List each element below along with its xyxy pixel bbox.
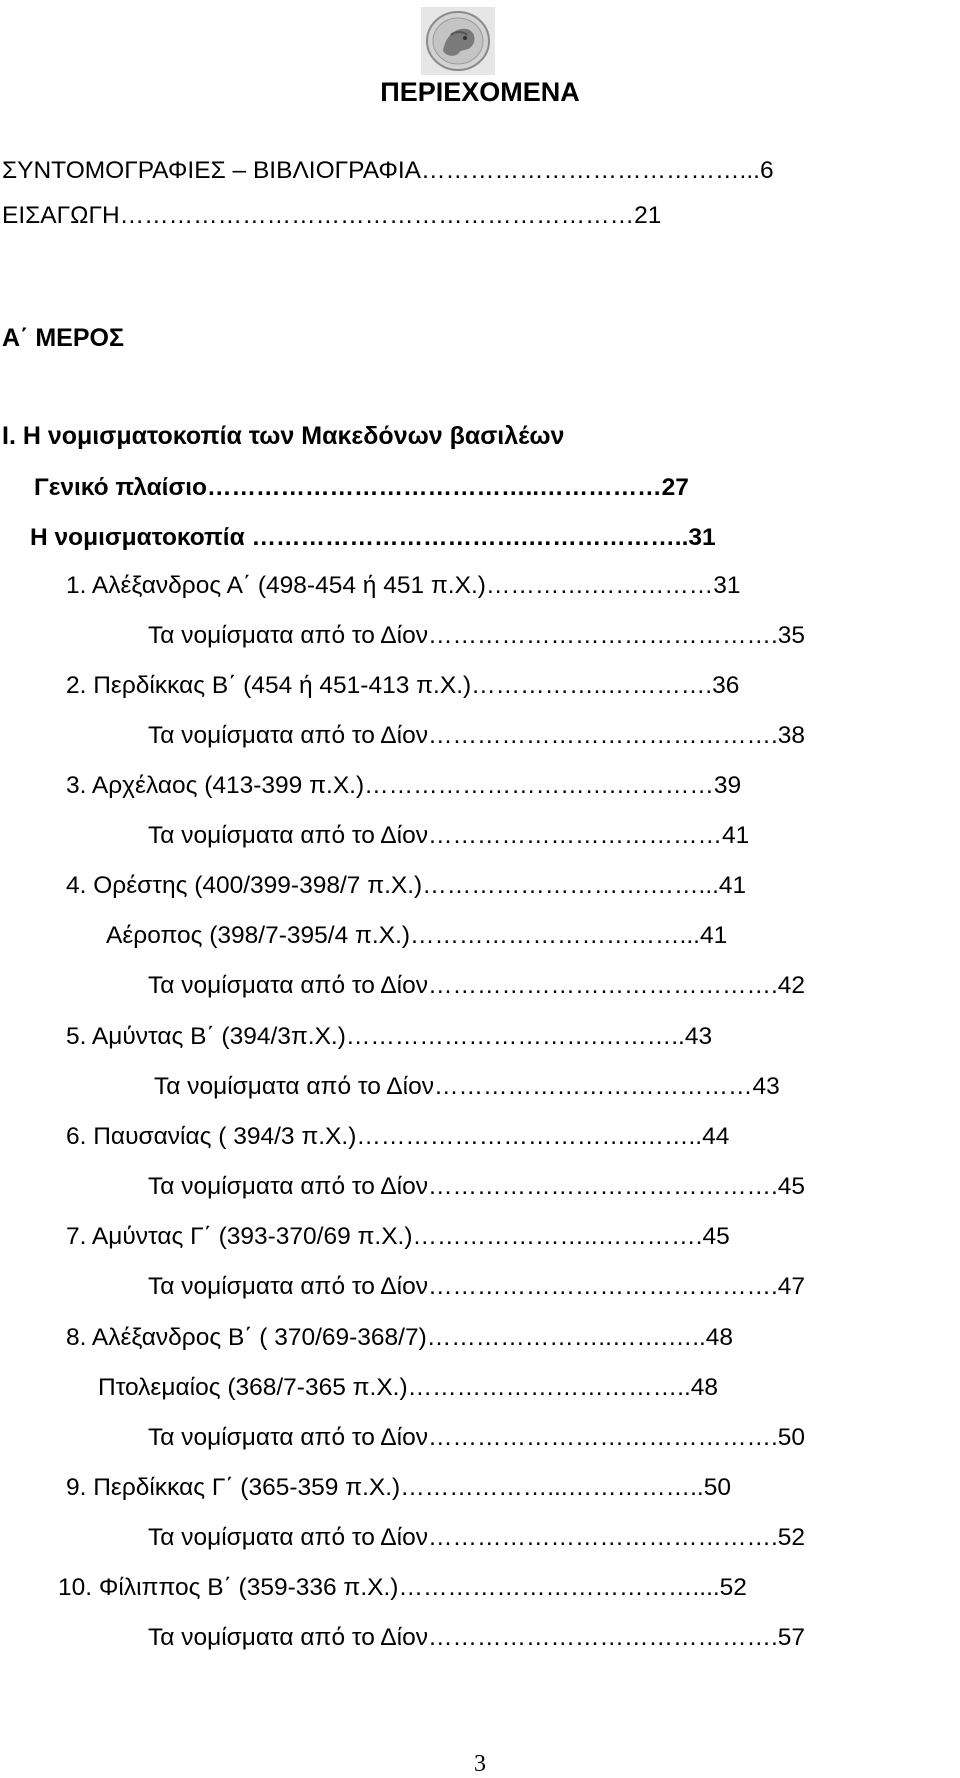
toc-entry: Τα νομίσματα από το Δίον…………………………………….57 xyxy=(148,1624,806,1651)
toc-entry: Τα νομίσματα από το Δίον…………………………………….50 xyxy=(148,1424,806,1451)
section-heading: Α΄ ΜΕΡΟΣ xyxy=(2,324,124,352)
toc-entry: 3. Αρχέλαος (413-399 π.Χ.)………………………….…………39 xyxy=(66,772,742,799)
toc-entry: 1. Αλέξανδρος Α΄ (498-454 ή 451 π.Χ.)………….……………31 xyxy=(66,572,741,599)
toc-entry: 10. Φίλιππος Β΄ (359-336 π.Χ.)………………………………....52 xyxy=(58,1574,747,1601)
toc-entry: Πτολεμαίος (368/7-365 π.Χ.)……………………………..48 xyxy=(98,1374,719,1401)
toc-entry: Τα νομίσματα από το Δίον………………………………41 xyxy=(148,822,750,849)
toc-entry: Τα νομίσματα από το Δίον…………………………………….38 xyxy=(148,722,806,749)
coin-logo xyxy=(421,7,495,75)
toc-entry: 6. Παυσανίας ( 394/3 π.Χ.)……………………………..……..44 xyxy=(66,1123,730,1150)
coin-icon xyxy=(421,7,495,75)
toc-entry: 2. Περδίκκας Β΄ (454 ή 451-413 π.Χ.)……………..………….36 xyxy=(66,672,740,699)
toc-entry: 7. Αμύντας Γ΄ (393-370/69 π.Χ.)…………………..………….45 xyxy=(66,1223,730,1250)
toc-entry: Τα νομίσματα από το Δίον…………………………………43 xyxy=(154,1073,780,1100)
toc-entry: Γενικό πλαίσιο…………………………………..……………27 xyxy=(34,474,689,501)
chapter-heading: Ι. Η νομισματοκοπία των Μακεδόνων βασιλέων xyxy=(2,422,565,450)
toc-entry: 8. Αλέξανδρος Β΄ ( 370/69-368/7)…………………..…….…..48 xyxy=(66,1324,734,1351)
toc-entry: 9. Περδίκκας Γ΄ (365-359 π.Χ.)………………...……………..50 xyxy=(66,1474,731,1501)
toc-entry: 4. Ορέστης (400/399-398/7 π.Χ.)……………………….……...41 xyxy=(66,872,747,899)
toc-entry: Τα νομίσματα από το Δίον…………………………………….52 xyxy=(148,1524,806,1551)
toc-entry: Τα νομίσματα από το Δίον…………………………………….35 xyxy=(148,622,806,649)
toc-entry: Τα νομίσματα από το Δίον…………………………………….42 xyxy=(148,972,806,999)
toc-entry: 5. Αμύντας Β΄ (394/3π.Χ.)………………………….………..43 xyxy=(66,1023,713,1050)
toc-entry: ΕΙΣΑΓΩΓΗ………………………………………………………21 xyxy=(2,202,662,229)
page-number: 3 xyxy=(474,1751,486,1777)
page-title: ΠΕΡΙΕΧΟΜΕΝΑ xyxy=(380,77,580,107)
toc-entry: ΣΥΝΤΟΜΟΓΡΑΦΙΕΣ – ΒΙΒΛΙΟΓΡΑΦΙΑ…………………………………...6 xyxy=(2,157,774,184)
toc-entry: Τα νομίσματα από το Δίον…………………………………….47 xyxy=(148,1273,806,1300)
toc-entry: Η νομισματοκοπία …………………………….………………..31 xyxy=(30,524,716,551)
toc-entry: Τα νομίσματα από το Δίον…………………………………….45 xyxy=(148,1173,806,1200)
toc-entry: Αέροπος (398/7-395/4 π.Χ.)……………………………...41 xyxy=(106,922,728,949)
